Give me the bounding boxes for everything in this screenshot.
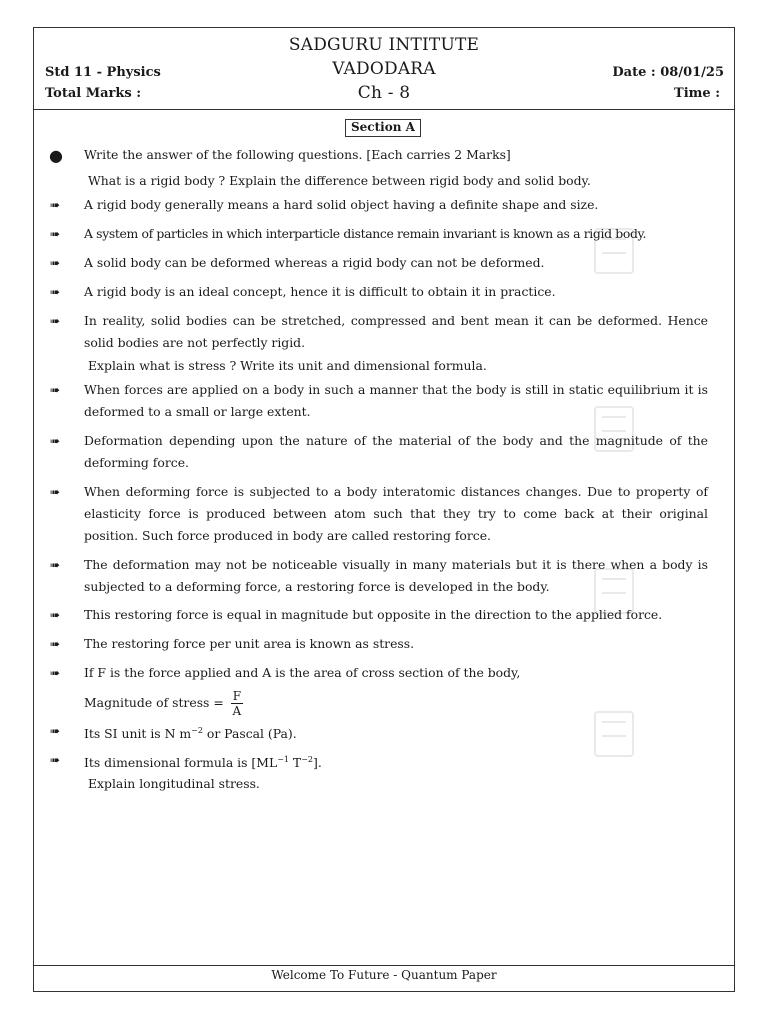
arrow-bullet-icon: ➠ bbox=[50, 724, 61, 738]
question-3: Explain longitudinal stress. bbox=[88, 776, 260, 791]
std-label: Std 11 - Physics bbox=[45, 65, 161, 80]
answer-point: When deforming force is subjected to a body interatomic distances changes. Due to property of elasticity force is produced between atom such that they try to come back at their original position. Such force produced in body are called restoring force. bbox=[84, 484, 708, 543]
si-unit-line bbox=[84, 720, 708, 745]
answer-point: If F is the force applied and A is the area of cross section of the body, bbox=[84, 665, 521, 680]
dimension-line bbox=[84, 749, 708, 774]
question-2: Explain what is stress ? Write its unit and dimensional formula. bbox=[88, 358, 487, 373]
arrow-bullet-icon: ➠ bbox=[50, 198, 61, 212]
time-label: Time : bbox=[674, 86, 720, 101]
page-footer: Welcome To Future - Quantum Paper bbox=[271, 968, 497, 982]
section-heading: Section A bbox=[345, 119, 421, 137]
question-1: What is a rigid body ? Explain the difference between rigid body and solid body. bbox=[88, 173, 591, 188]
answer-point: A rigid body generally means a hard solid object having a definite shape and size. bbox=[84, 197, 599, 212]
arrow-bullet-icon: ➠ bbox=[50, 666, 61, 680]
answer-point: A system of particles in which interparticle distance remain invariant is known as a rigid body. bbox=[84, 226, 647, 241]
arrow-bullet-icon: ➠ bbox=[50, 434, 61, 448]
answer-point: Deformation depending upon the nature of the material of the body and the magnitude of the deforming force. bbox=[84, 433, 708, 470]
answer-point: A rigid body is an ideal concept, hence it is difficult to obtain it in practice. bbox=[84, 284, 556, 299]
arrow-bullet-icon: ➠ bbox=[50, 256, 61, 270]
formula-denominator: A bbox=[232, 704, 242, 718]
answer-point: This restoring force is equal in magnitude but opposite in the direction to the applied force. bbox=[84, 607, 663, 622]
instruction-text: Write the answer of the following questions. [Each carries 2 Marks] bbox=[84, 147, 511, 162]
arrow-bullet-icon: ➠ bbox=[50, 285, 61, 299]
arrow-bullet-icon: ➠ bbox=[50, 753, 61, 767]
city-name: VADODARA bbox=[332, 59, 436, 79]
arrow-bullet-icon: ➠ bbox=[50, 227, 61, 241]
dimension-mid: T bbox=[288, 755, 302, 771]
arrow-bullet-icon: ➠ bbox=[50, 485, 61, 499]
dimension-exponent-1: −1 bbox=[277, 755, 289, 764]
total-marks-label: Total Marks : bbox=[45, 86, 142, 101]
date-label: Date : 08/01/25 bbox=[612, 65, 724, 80]
formula-fraction bbox=[231, 689, 243, 718]
dimension-suffix: ]. bbox=[312, 755, 322, 771]
si-unit-prefix: Its SI unit is N m bbox=[84, 726, 192, 742]
institute-name: SADGURU INTITUTE bbox=[288, 35, 480, 55]
formula-label: Magnitude of stress = bbox=[84, 695, 224, 710]
footer-divider bbox=[34, 965, 734, 966]
arrow-bullet-icon: ➠ bbox=[50, 314, 61, 328]
arrow-bullet-icon: ➠ bbox=[50, 383, 61, 397]
si-unit-exponent: −2 bbox=[191, 726, 203, 735]
answer-point: In reality, solid bodies can be stretched, compressed and bent mean it can be deformed. Hence solid bodies are not perfectly rigid. bbox=[84, 313, 708, 350]
bullet-icon: ● bbox=[49, 146, 63, 165]
answer-point: When forces are applied on a body in such a manner that the body is still in static equilibrium it is deformed to a small or large extent. bbox=[84, 382, 708, 419]
chapter-title: Ch - 8 bbox=[357, 83, 411, 103]
header-divider bbox=[34, 109, 734, 110]
dimension-prefix: Its dimensional formula is [ML bbox=[84, 755, 278, 771]
answer-point: The restoring force per unit area is known as stress. bbox=[84, 636, 415, 651]
answer-point: A solid body can be deformed whereas a rigid body can not be deformed. bbox=[84, 255, 545, 270]
arrow-bullet-icon: ➠ bbox=[50, 608, 61, 622]
arrow-bullet-icon: ➠ bbox=[50, 558, 61, 572]
dimension-exponent-2: −2 bbox=[301, 755, 313, 764]
arrow-bullet-icon: ➠ bbox=[50, 637, 61, 651]
page-frame bbox=[33, 27, 735, 992]
answer-point: The deformation may not be noticeable visually in many materials but it is there when a body is subjected to a deforming force, a restoring force is developed in the body. bbox=[84, 557, 708, 594]
si-unit-suffix: or Pascal (Pa). bbox=[202, 726, 297, 742]
formula-numerator: F bbox=[232, 689, 242, 703]
stress-formula bbox=[84, 685, 708, 721]
